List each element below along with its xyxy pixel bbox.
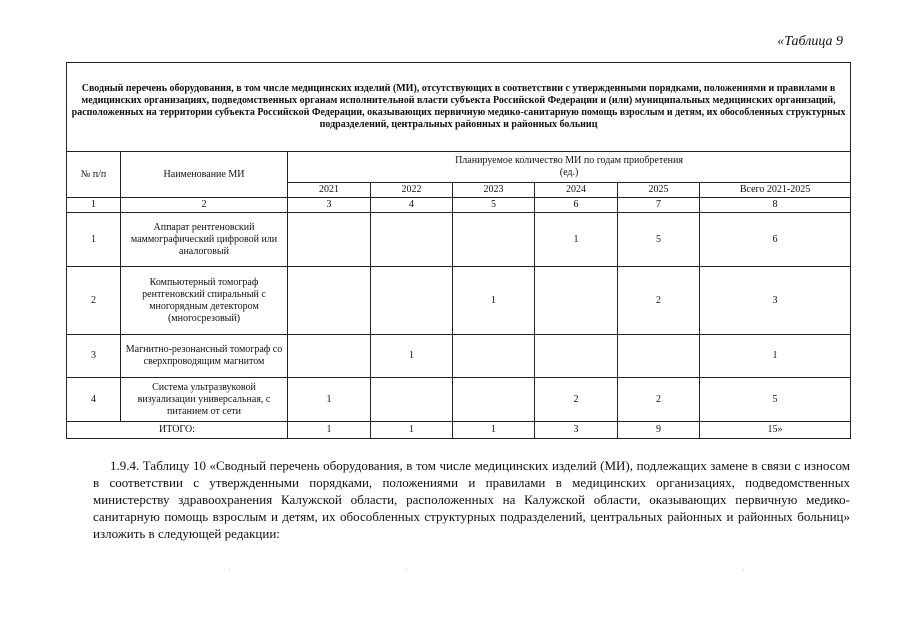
row-value: 2 bbox=[618, 378, 700, 422]
col-number: 8 bbox=[700, 198, 851, 213]
row-total: 5 bbox=[700, 378, 851, 422]
table-row bbox=[67, 378, 851, 422]
row-value bbox=[535, 335, 618, 378]
row-value bbox=[371, 213, 453, 267]
row-num: 3 bbox=[67, 335, 121, 378]
scan-dot: · bbox=[742, 566, 745, 575]
table-title: Сводный перечень оборудования, в том числе медицинских изделий (МИ), отсутствующих в соответствии с утвержденными порядками, положениями и правилами в медицинских организациях, подведомственных органам исполнительной власти субъекта Российской Федерации и (или) муниципальных медицинских организаций, расположенных на территории субъекта Российской Федерации, оказывающих первичную медико-санитарную помощь взрослым и детям, их обособленных структурных подразделений, центральных районных и районных больниц bbox=[67, 63, 851, 152]
col-number: 5 bbox=[453, 198, 535, 213]
row-value: 1 bbox=[371, 335, 453, 378]
total-label: ИТОГО: bbox=[67, 422, 288, 439]
col-number: 2 bbox=[121, 198, 288, 213]
scan-dot: · bbox=[405, 566, 408, 575]
row-name: Компьютерный томограф рентгеновский спиральный с многорядным детектором (многосрезовый) bbox=[121, 267, 288, 335]
header-year: 2024 bbox=[535, 183, 618, 198]
header-year: 2025 bbox=[618, 183, 700, 198]
row-value bbox=[453, 378, 535, 422]
row-value bbox=[453, 335, 535, 378]
row-value bbox=[288, 267, 371, 335]
row-value: 5 bbox=[618, 213, 700, 267]
row-value: 1 bbox=[288, 378, 371, 422]
row-value: 2 bbox=[618, 267, 700, 335]
total-value: 3 bbox=[535, 422, 618, 439]
header-year: 2023 bbox=[453, 183, 535, 198]
row-value bbox=[535, 267, 618, 335]
total-value: 9 bbox=[618, 422, 700, 439]
scan-dot: · bbox=[228, 566, 231, 575]
row-value: 1 bbox=[535, 213, 618, 267]
total-value: 1 bbox=[371, 422, 453, 439]
equipment-table bbox=[66, 62, 851, 439]
row-total: 1 bbox=[700, 335, 851, 378]
header-planned-line2: (ед.) bbox=[559, 167, 579, 178]
row-value: 1 bbox=[453, 267, 535, 335]
table-row bbox=[67, 267, 851, 335]
total-value: 1 bbox=[453, 422, 535, 439]
row-num: 4 bbox=[67, 378, 121, 422]
row-value bbox=[288, 213, 371, 267]
row-num: 1 bbox=[67, 213, 121, 267]
header-year: 2022 bbox=[371, 183, 453, 198]
header-planned bbox=[288, 152, 851, 183]
row-total: 6 bbox=[700, 213, 851, 267]
row-value bbox=[371, 378, 453, 422]
header-name: Наименование МИ bbox=[121, 152, 288, 198]
row-value bbox=[618, 335, 700, 378]
header-year: 2021 bbox=[288, 183, 371, 198]
row-total: 3 bbox=[700, 267, 851, 335]
header-planned-line1: Планируемое количество МИ по годам приобретения bbox=[455, 155, 683, 166]
row-value bbox=[288, 335, 371, 378]
row-name: Аппарат рентгеновский маммографический цифровой или аналоговый bbox=[121, 213, 288, 267]
col-number: 7 bbox=[618, 198, 700, 213]
row-value bbox=[371, 267, 453, 335]
row-value bbox=[453, 213, 535, 267]
row-value: 2 bbox=[535, 378, 618, 422]
col-number: 4 bbox=[371, 198, 453, 213]
total-grand: 15» bbox=[700, 422, 851, 439]
row-name: Магнитно-резонансный томограф со сверхпроводящим магнитом bbox=[121, 335, 288, 378]
total-row bbox=[67, 422, 851, 439]
table-row bbox=[67, 213, 851, 267]
row-num: 2 bbox=[67, 267, 121, 335]
table-row bbox=[67, 335, 851, 378]
header-total: Всего 2021-2025 bbox=[700, 183, 851, 198]
total-value: 1 bbox=[288, 422, 371, 439]
row-name: Система ультразвуковой визуализации универсальная, с питанием от сети bbox=[121, 378, 288, 422]
col-number: 3 bbox=[288, 198, 371, 213]
col-number: 6 bbox=[535, 198, 618, 213]
header-num: № п/п bbox=[67, 152, 121, 198]
col-number: 1 bbox=[67, 198, 121, 213]
body-paragraph: 1.9.4. Таблицу 10 «Сводный перечень оборудования, в том числе медицинских изделий (МИ), подлежащих замене в связи с износом в соответствии с утвержденными порядками, положениями и правилами в медицинских организациях, подведомственных министерству здравоохранения Калужской области, расположенных на Калужской области, оказывающих первичную медико-санитарную помощь взрослым и детям, их обособленных структурных подразделений, центральных районных и районных больниц» изложить в следующей редакции: bbox=[93, 458, 850, 541]
table-caption: «Таблица 9 bbox=[777, 34, 843, 49]
